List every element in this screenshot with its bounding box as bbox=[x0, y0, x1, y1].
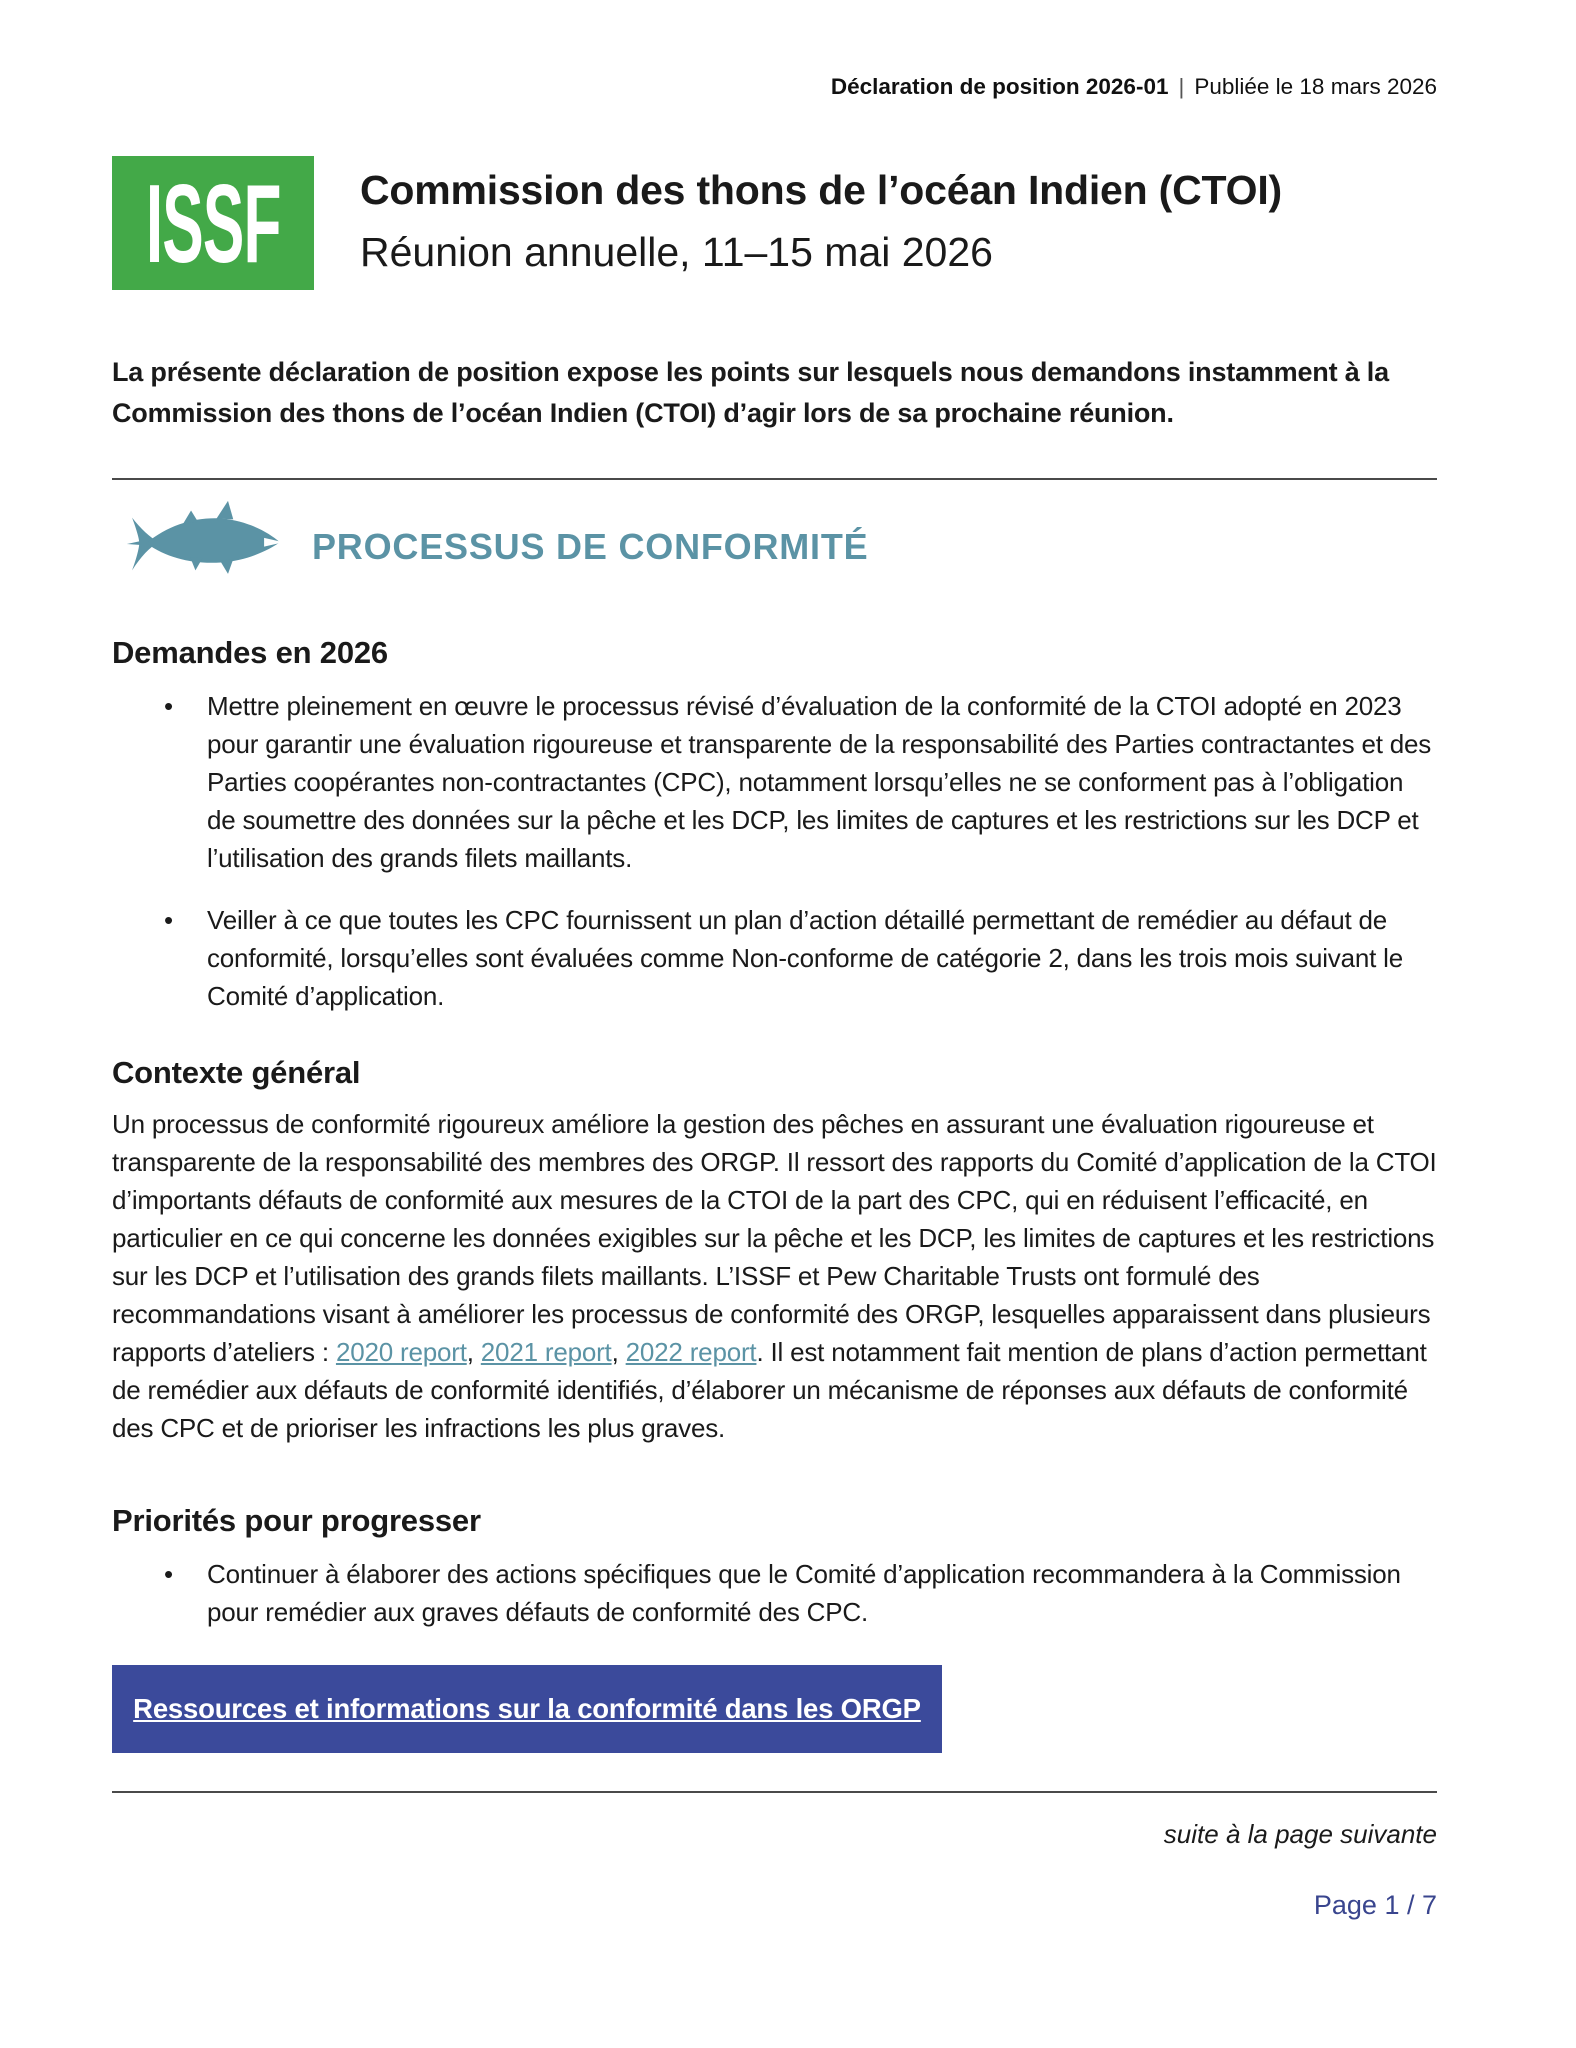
link-separator: , bbox=[611, 1337, 626, 1367]
link-2020-report[interactable]: 2020 report bbox=[335, 1337, 467, 1367]
issf-logo-text: ISSF bbox=[145, 160, 281, 286]
contexte-text-before-links: Un processus de conformité rigoureux améliore la gestion des pêches en assurant une évaluation rigoureuse et transparente de la responsabilité des membres des ORGP. Il ressort des rapports du Comité d’application de la CTOI d’importants défauts de conformité aux mesures de la CTOI de la part des CPC, qui en réduisent l’efficacité, en particulier en ce qui concerne les données exigibles sur la pêche et les DCP, les limites de captures et les restrictions sur les DCP et l’utilisation des grands filets maillants. L’ISSF et Pew Charitable Trusts ont formulé des recommandations visant à améliorer les processus de conformité des ORGP, lesquelles apparaissent dans plusieurs rapports d’ateliers : bbox=[112, 1109, 1437, 1367]
resources-button-label: Ressources et informations sur la conformité dans les ORGP bbox=[133, 1693, 921, 1724]
link-2021-report[interactable]: 2021 report bbox=[480, 1337, 612, 1367]
list-item: • Veiller à ce que toutes les CPC fournissent un plan d’action détaillé permettant de remédier au défaut de conformité, lorsqu’elles sont évaluées comme Non-conforme de catégorie 2, dans les trois mois suivant le Comité d’application. bbox=[112, 901, 1437, 1015]
brand-row bbox=[112, 156, 1437, 290]
section-divider-top bbox=[112, 478, 1437, 480]
heading-priorites: Priorités pour progresser bbox=[112, 1503, 481, 1538]
heading-contexte: Contexte général bbox=[112, 1055, 361, 1090]
page-number: Page 1 / 7 bbox=[1313, 1890, 1437, 1920]
contexte-paragraph bbox=[112, 1105, 1437, 1447]
priorites-list bbox=[112, 1555, 1437, 1631]
intro-paragraph: La présente déclaration de position expose les points sur lesquels nous demandons instamment à la Commission des thons de l’océan Indien (CTOI) d’agir lors de sa prochaine réunion. bbox=[112, 357, 1389, 428]
issf-logo bbox=[112, 156, 314, 290]
section-divider-bottom bbox=[112, 1791, 1437, 1793]
publication-date: Publiée le 18 mars 2026 bbox=[1194, 74, 1437, 99]
running-header bbox=[112, 0, 1437, 100]
document-title: Commission des thons de l’océan Indien (CTOI) bbox=[360, 167, 1282, 213]
tuna-fish-icon bbox=[126, 500, 286, 593]
document-subtitle: Réunion annuelle, 11–15 mai 2026 bbox=[360, 229, 993, 275]
list-item: • Mettre pleinement en œuvre le processus révisé d’évaluation de la conformité de la CTOI adopté en 2023 pour garantir une évaluation rigoureuse et transparente de la responsabilité des Parties contractantes et des Parties coopérantes non-contractantes (CPC), notamment lorsqu’elles ne se conforment pas à l’obligation de soumettre des données sur la pêche et les DCP, les limites de captures et les restrictions sur les DCP et l’utilisation des grands filets maillants. bbox=[112, 687, 1437, 877]
section-title: PROCESSUS DE CONFORMITÉ bbox=[312, 525, 869, 567]
link-2022-report[interactable]: 2022 report bbox=[625, 1337, 757, 1367]
position-statement-ref: Déclaration de position 2026-01 bbox=[830, 74, 1169, 99]
continuation-note: suite à la page suivante bbox=[1163, 1819, 1437, 1849]
section-header bbox=[112, 500, 1437, 593]
heading-demandes: Demandes en 2026 bbox=[112, 635, 388, 670]
contexte-text-after-links: . Il est notamment fait mention de plans d’action permettant de remédier aux défauts de conformité identifiés, d’élaborer un mécanisme de réponses aux défauts de conformité des CPC et de prioriser les infractions les plus graves. bbox=[112, 1337, 1427, 1443]
header-separator: | bbox=[1178, 74, 1185, 99]
resources-button[interactable] bbox=[112, 1665, 942, 1753]
title-block bbox=[360, 156, 1282, 280]
demandes-list bbox=[112, 687, 1437, 1015]
link-separator: , bbox=[466, 1337, 481, 1367]
list-item: • Continuer à élaborer des actions spécifiques que le Comité d’application recommandera à la Commission pour remédier aux graves défauts de conformité des CPC. bbox=[112, 1555, 1437, 1631]
